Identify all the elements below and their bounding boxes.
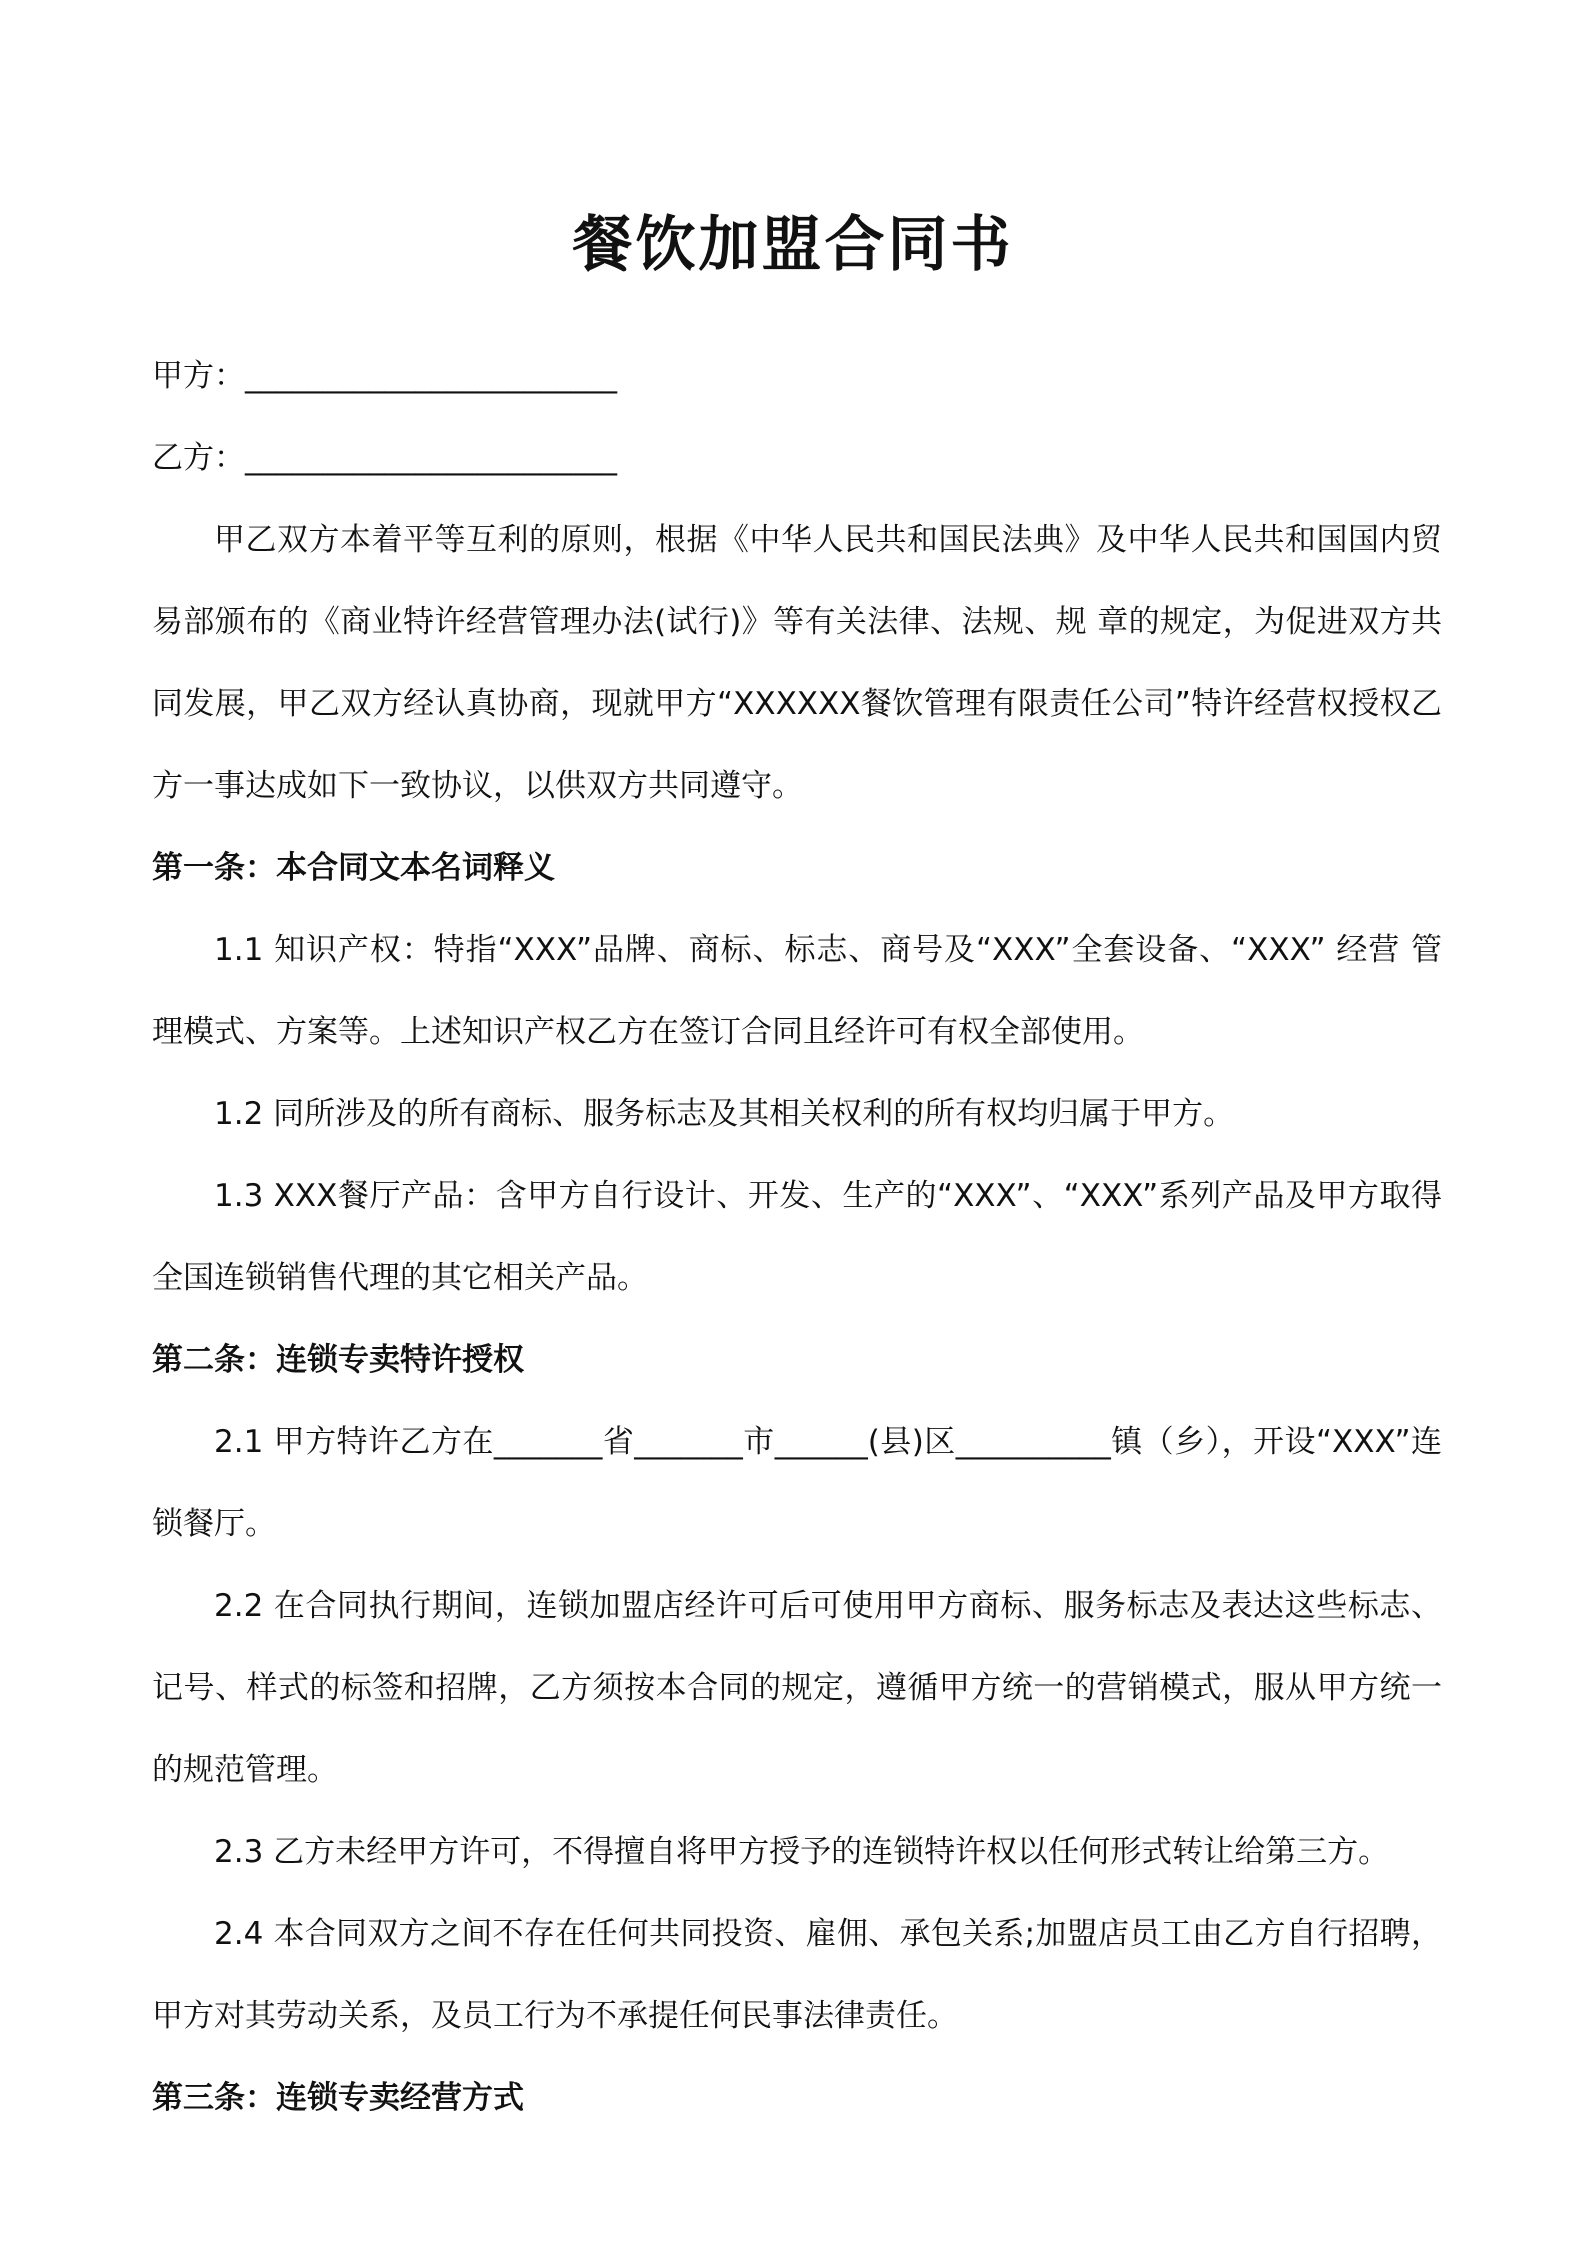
clause-2-2: 2.2 在合同执行期间，连锁加盟店经许可后可使用甲方商标、服务标志及表达这些标志、记号、样式的标签和招牌，乙方须按本合同的规定，遵循甲方统一的营销模式，服从甲方统一的规范管理。: [152, 1588, 1442, 1788]
clause-1-2: 1.2 同所涉及的所有商标、服务标志及其相关权利的所有权均归属于甲方。: [214, 1096, 1235, 1132]
party-a-line: 甲方：________________________: [152, 358, 617, 394]
document-body: [152, 335, 1442, 2139]
article-2-heading: 第二条：连锁专卖特许授权: [152, 1342, 524, 1378]
document-title: 餐饮加盟合同书: [572, 210, 1014, 280]
article-1-heading: 第一条：本合同文本名词释义: [152, 850, 555, 886]
article-3-heading: 第三条：连锁专卖经营方式: [152, 2080, 524, 2116]
clause-1-1: 1.1 知识产权：特指“XXX”品牌、商标、标志、商号及“XXX”全套设备、“XXX” 经营 管理模式、方案等。上述知识产权乙方在签订合同且经许可有权全部使用。: [152, 932, 1442, 1050]
clause-2-3: 2.3 乙方未经甲方许可，不得擅自将甲方授予的连锁特许权以任何形式转让给第三方。: [214, 1834, 1390, 1870]
party-b-line: 乙方：________________________: [152, 440, 617, 476]
clause-2-1: 2.1 甲方特许乙方在_______省_______市______(县)区__________镇（乡），开设“XXX”连锁餐厅。: [152, 1424, 1442, 1542]
clause-1-3: 1.3 XXX餐厅产品：含甲方自行设计、开发、生产的“XXX”、“XXX”系列产品及甲方取得全国连锁销售代理的其它相关产品。: [152, 1178, 1442, 1296]
preamble-paragraph: 甲乙双方本着平等互利的原则，根据《中华人民共和国民法典》及中华人民共和国国内贸易部颁布的《商业特许经营管理办法(试行)》等有关法律、法规、规 章的规定，为促进双方共同发展，甲乙双方经认真协商，现就甲方“XXXXXX餐饮管理有限责任公司”特许经营权授权乙方一事达成如下一致协议，以供双方共同遵守。: [152, 522, 1442, 804]
clause-2-4: 2.4 本合同双方之间不存在任何共同投资、雇佣、承包关系;加盟店员工由乙方自行招聘，甲方对其劳动关系，及员工行为不承提任何民事法律责任。: [152, 1916, 1442, 2034]
